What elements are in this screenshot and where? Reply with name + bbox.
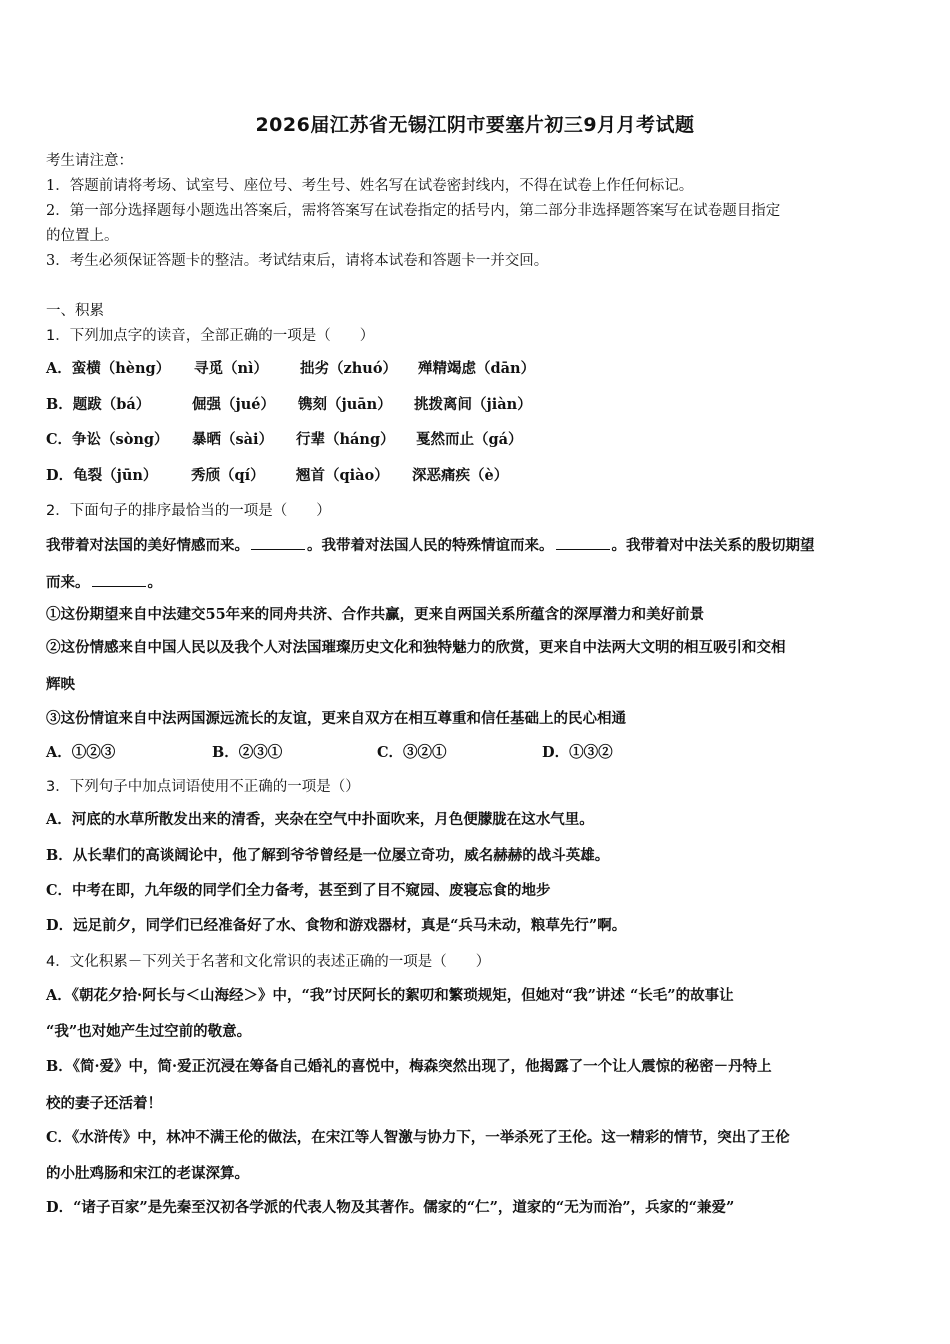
q4-option-c-cont: 的小肚鸡肠和宋江的老谋深算。 [46, 1165, 249, 1182]
q1-d-3: 翘首（qiào） [296, 467, 389, 484]
q2-passage-line-1 [46, 535, 906, 556]
question-number: 2． [46, 503, 70, 519]
question-number: 1． [46, 328, 70, 344]
question-text: 下列加点字的读音，全部正确的一项是（ ） [69, 328, 375, 344]
notice-item-3: 3．考生必须保证答题卡的整洁。考试结束后，请将本试卷和答题卡一并交回。 [46, 253, 549, 269]
q1-c-1: C．争讼（sòng） [46, 431, 169, 448]
q2-statement-1: ①这份期望来自中法建交55年来的同舟共济、合作共赢，更来自两国关系所蕴含的深厚潜力和美好前景 [46, 606, 705, 623]
notice-item-2-cont: 的位置上。 [46, 228, 119, 244]
question-number: 4． [46, 954, 70, 970]
q1-a-3: 拙劣（zhuó） [300, 360, 397, 377]
q1-b-3: 镌刻（juān） [298, 396, 392, 413]
q2-sentence-d: 而来。 [46, 574, 90, 591]
q2-passage-line-2 [46, 572, 906, 593]
q2-statement-2-cont: 辉映 [46, 676, 75, 693]
q4-option-a-cont: “我”也对她产生过空前的敬意。 [46, 1023, 252, 1040]
q2-sentence-a: 我带着对法国的美好情感而来。 [46, 537, 249, 554]
q2-option-c[interactable]: C．③②① [377, 744, 447, 761]
answer-blank[interactable] [92, 572, 146, 587]
q2-option-a[interactable]: A．①②③ [46, 744, 116, 761]
q1-b-4: 挑拨离间（jiàn） [414, 396, 532, 413]
notice-heading: 考生请注意： [46, 153, 133, 169]
q4-option-b-cont: 校的妻子还活着！ [46, 1095, 162, 1112]
q2-sentence-end: 。 [147, 574, 162, 591]
q2-sentence-b: 。我带着对法国人民的特殊情谊而来。 [307, 537, 554, 554]
notice-item-2: 2．第一部分选择题每小题选出答案后，需将答案写在试卷指定的括号内，第二部分非选择题答案写在试卷题目指定 [46, 203, 781, 219]
answer-blank[interactable] [251, 535, 305, 550]
q4-option-d[interactable]: D．“诸子百家”是先秦至汉初各学派的代表人物及其著作。儒家的“仁”，道家的“无为而治”，兵家的“兼爱” [46, 1199, 735, 1216]
q3-option-d[interactable]: D．远足前夕，同学们已经准备好了水、食物和游戏器材，真是“兵马未动，粮草先行”啊。 [46, 917, 627, 934]
q2-sentence-c: 。我带着对中法关系的殷切期望 [611, 537, 815, 554]
section-heading: 一、积累 [46, 303, 104, 319]
q3-option-c[interactable]: C．中考在即，九年级的同学们全力备考，甚至到了目不窥园、废寝忘食的地步 [46, 882, 551, 899]
q1-a-4: 殚精竭虑（dān） [418, 360, 536, 377]
q1-c-4: 戛然而止（gá） [416, 431, 523, 448]
q1-b-1: B．题跋（bá） [46, 396, 151, 413]
q1-d-2: 秀颀（qí） [191, 467, 265, 484]
question-text: 下面句子的排序最恰当的一项是（ ） [69, 503, 331, 519]
q4-option-b[interactable]: B．《简·爱》中，简·爱正沉浸在筹备自己婚礼的喜悦中，梅森突然出现了，他揭露了一个让人震惊的秘密－丹特上 [46, 1058, 772, 1075]
q3-option-a[interactable]: A．河底的水草所散发出来的清香，夹杂在空气中扑面吹来，月色便朦胧在这水气里。 [46, 811, 594, 828]
q3-option-b[interactable]: B．从长辈们的高谈阔论中，他了解到爷爷曾经是一位屡立奇功，威名赫赫的战斗英雄。 [46, 847, 610, 864]
question-2-stem [46, 501, 906, 521]
question-4-stem [46, 952, 906, 972]
page-title: 2026届江苏省无锡江阴市要塞片初三9月月考试题 [255, 114, 695, 136]
q2-option-b[interactable]: B．②③① [212, 744, 283, 761]
q1-d-1: D．龟裂（jūn） [46, 467, 158, 484]
q4-option-c[interactable]: C．《水浒传》中，林冲不满王伦的做法，在宋江等人智激与协力下，一举杀死了王伦。这一精彩的情节，突出了王伦 [46, 1129, 790, 1146]
q1-a-2: 寻觅（nì） [194, 360, 269, 377]
question-number: 3． [46, 779, 70, 795]
q1-c-2: 暴晒（sài） [192, 431, 274, 448]
q2-statement-2: ②这份情感来自中国人民以及我个人对法国璀璨历史文化和独特魅力的欣赏，更来自中法两大文明的相互吸引和交相 [46, 639, 786, 656]
q4-option-a[interactable]: A．《朝花夕拾·阿长与＜山海经＞》中，“我”讨厌阿长的絮叨和繁琐规矩，但她对“我”讲述 “长毛”的故事让 [46, 987, 734, 1004]
answer-blank[interactable] [556, 535, 610, 550]
question-text: 文化积累－下列关于名著和文化常识的表述正确的一项是（ ） [69, 954, 491, 970]
q1-a-1: A．蛮横（hèng） [46, 360, 171, 377]
notice-item-1: 1．答题前请将考场、试室号、座位号、考生号、姓名写在试卷密封线内，不得在试卷上作任何标记。 [46, 178, 694, 194]
q1-d-4: 深恶痛疾（è） [412, 467, 509, 484]
q2-statement-3: ③这份情谊来自中法两国源远流长的友谊，更来自双方在相互尊重和信任基础上的民心相通 [46, 710, 626, 727]
question-3-stem [46, 777, 906, 797]
question-1-stem [46, 326, 906, 346]
q1-c-3: 行辈（háng） [296, 431, 395, 448]
q2-option-d[interactable]: D．①③② [542, 744, 613, 761]
question-text: 下列句子中加点词语使用不正确的一项是（） [69, 779, 360, 795]
q1-b-2: 倔强（jué） [192, 396, 276, 413]
